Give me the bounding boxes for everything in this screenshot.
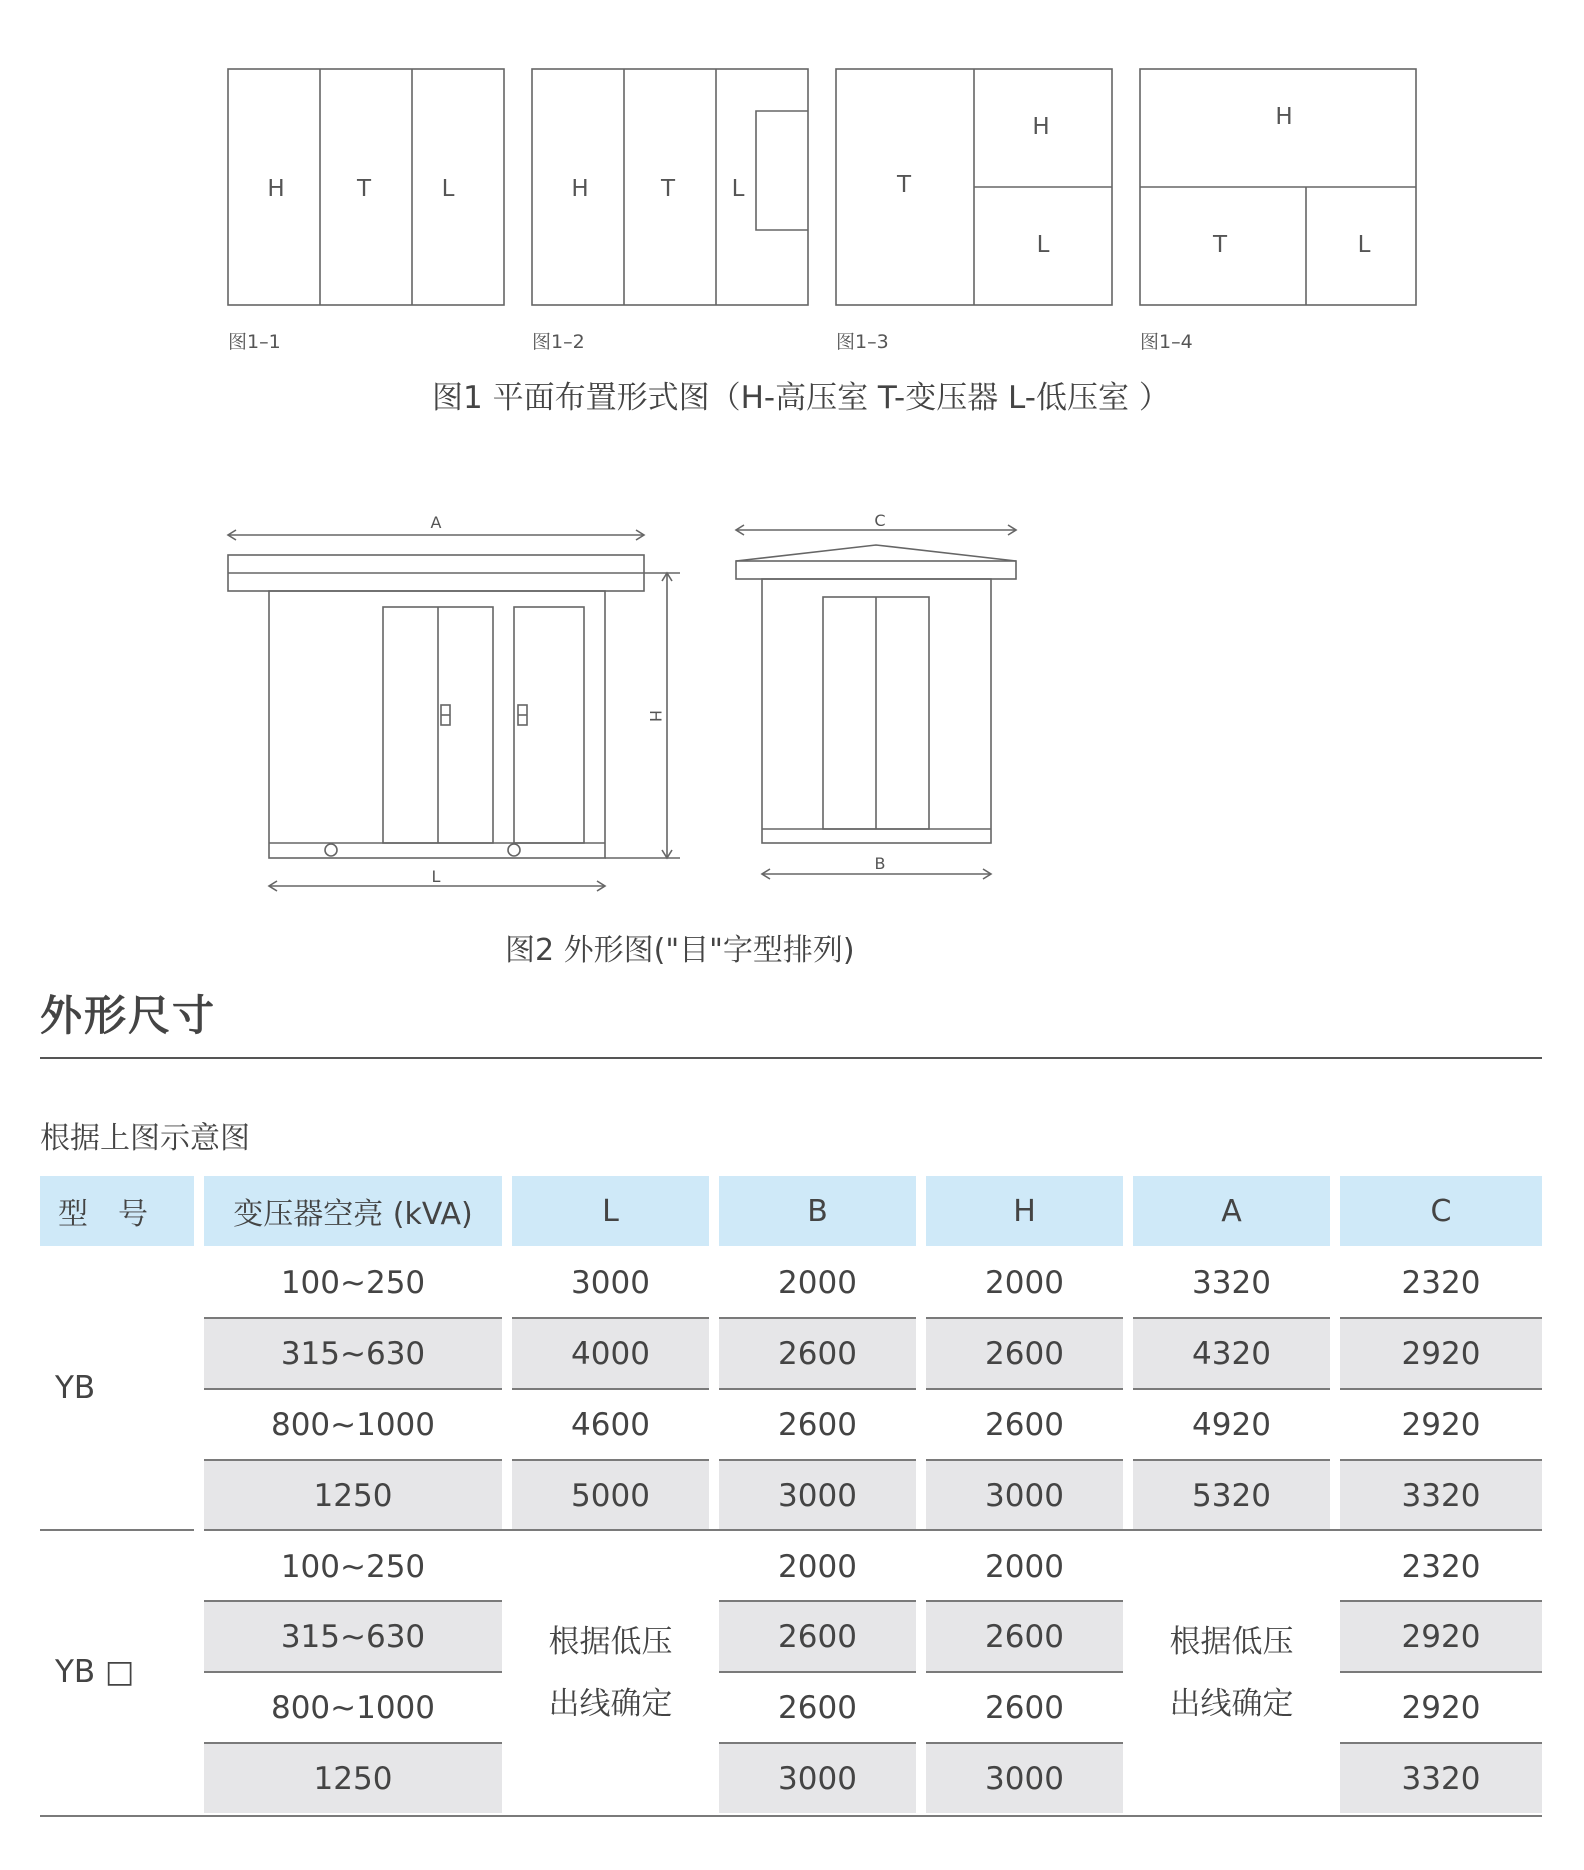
section-subtitle: 根据上图示意图 xyxy=(40,1121,250,1156)
dim-label-h: H xyxy=(646,709,665,723)
table-cell: 315~630 xyxy=(204,1600,502,1671)
merged-a-line2: 出线确定 xyxy=(1169,1686,1294,1722)
table-cell: 1250 xyxy=(204,1742,502,1813)
table-cell: 2000 xyxy=(985,1264,1064,1301)
header-model: 型 号 xyxy=(40,1176,194,1246)
dim-label-a: A xyxy=(430,513,442,532)
panel1-label-t: T xyxy=(356,176,372,202)
vent-circle xyxy=(325,844,337,856)
side-roof-gable xyxy=(736,545,1016,561)
figure2-title: 图2 外形图("目"字型排列) xyxy=(505,933,855,968)
table-cell: 315~630 xyxy=(204,1317,502,1388)
merged-cell-a xyxy=(1133,1531,1330,1815)
panel4-label-l: L xyxy=(1357,232,1371,258)
panel3-label-h: H xyxy=(1032,114,1050,140)
table-cell: 3320 xyxy=(1340,1459,1542,1530)
table-cell: 2920 xyxy=(1340,1317,1542,1388)
header-b: B xyxy=(719,1176,916,1246)
table-cell: 2000 xyxy=(985,1548,1064,1585)
table-cell: 2000 xyxy=(778,1548,857,1585)
panel3-label-l: L xyxy=(1036,232,1050,258)
figure2-outline-drawings xyxy=(0,500,1100,900)
panel4-caption: 图1–4 xyxy=(1140,331,1193,353)
table-cell: 100~250 xyxy=(280,1548,426,1585)
side-roof xyxy=(736,561,1016,579)
table-cell: 2600 xyxy=(926,1671,1123,1742)
table-cell: 3000 xyxy=(719,1742,916,1813)
model-yb-box: YB □ xyxy=(55,1654,135,1690)
panel4-label-h: H xyxy=(1275,104,1293,130)
header-l: L xyxy=(512,1176,709,1246)
header-capacity: 变压器空亮 (kVA) xyxy=(204,1176,502,1246)
panel2-label-t: T xyxy=(660,176,676,202)
section-title: 外形尺寸 xyxy=(40,991,217,1040)
table-cell: 4320 xyxy=(1133,1317,1330,1388)
panel2-inner-box xyxy=(756,111,808,230)
panel4-label-t: T xyxy=(1212,232,1228,258)
figure1-layout-diagrams xyxy=(0,0,1584,420)
panel3-caption: 图1–3 xyxy=(836,331,889,353)
table-cell: 1250 xyxy=(204,1459,502,1530)
table-cell: 2920 xyxy=(1340,1671,1542,1742)
table-cell: 3000 xyxy=(926,1742,1123,1813)
table-cell: 3000 xyxy=(571,1264,650,1301)
table-cell: 2320 xyxy=(1401,1548,1481,1585)
panel3-label-t: T xyxy=(896,172,912,198)
merged-a-line1: 根据低压 xyxy=(1169,1624,1294,1660)
figure1-title: 图1 平面布置形式图（H-高压室 T-变压器 L-低压室 ） xyxy=(432,380,1170,416)
table-cell: 4600 xyxy=(512,1388,709,1459)
table-cell: 2600 xyxy=(926,1317,1123,1388)
table-cell: 3320 xyxy=(1340,1742,1542,1813)
dim-label-b: B xyxy=(874,854,886,873)
table-cell: 3320 xyxy=(1192,1264,1271,1301)
table-cell: 2600 xyxy=(719,1317,916,1388)
table-cell: 2600 xyxy=(926,1600,1123,1671)
panel2-label-h: H xyxy=(571,176,589,202)
dim-label-l: L xyxy=(431,867,441,886)
header-h: H xyxy=(926,1176,1123,1246)
panel2-caption: 图1–2 xyxy=(532,331,585,353)
header-c: C xyxy=(1340,1176,1542,1246)
table-cell: 3000 xyxy=(719,1459,916,1530)
section-divider xyxy=(40,1057,1542,1059)
table-cell: 2600 xyxy=(926,1388,1123,1459)
header-a: A xyxy=(1133,1176,1330,1246)
panel1-label-h: H xyxy=(267,176,285,202)
vent-circle xyxy=(508,844,520,856)
table-cell: 2000 xyxy=(778,1264,857,1301)
panel2-label-l: L xyxy=(731,176,745,202)
dim-label-c: C xyxy=(874,511,886,530)
table-cell: 5000 xyxy=(512,1459,709,1530)
table-bottom-rule xyxy=(40,1815,1542,1817)
table-cell: 2600 xyxy=(719,1388,916,1459)
table-cell: 2600 xyxy=(719,1671,916,1742)
table-cell: 3000 xyxy=(926,1459,1123,1530)
table-cell: 800~1000 xyxy=(204,1388,502,1459)
model-yb: YB xyxy=(55,1370,96,1406)
table-cell: 5320 xyxy=(1133,1459,1330,1530)
table-cell: 2920 xyxy=(1340,1600,1542,1671)
table-cell: 100~250 xyxy=(280,1264,426,1301)
front-body xyxy=(269,591,605,858)
group-divider xyxy=(40,1529,194,1531)
panel1-caption: 图1–1 xyxy=(228,331,281,353)
merged-l-line2: 出线确定 xyxy=(548,1686,673,1722)
table-cell: 800~1000 xyxy=(204,1671,502,1742)
panel1-label-l: L xyxy=(441,176,455,202)
merged-l-line1: 根据低压 xyxy=(548,1624,673,1660)
table-cell: 2920 xyxy=(1340,1388,1542,1459)
table-cell: 4920 xyxy=(1133,1388,1330,1459)
table-cell: 2600 xyxy=(719,1600,916,1671)
merged-cell-l xyxy=(512,1531,709,1815)
table-cell: 4000 xyxy=(512,1317,709,1388)
table-cell: 2320 xyxy=(1401,1264,1481,1301)
